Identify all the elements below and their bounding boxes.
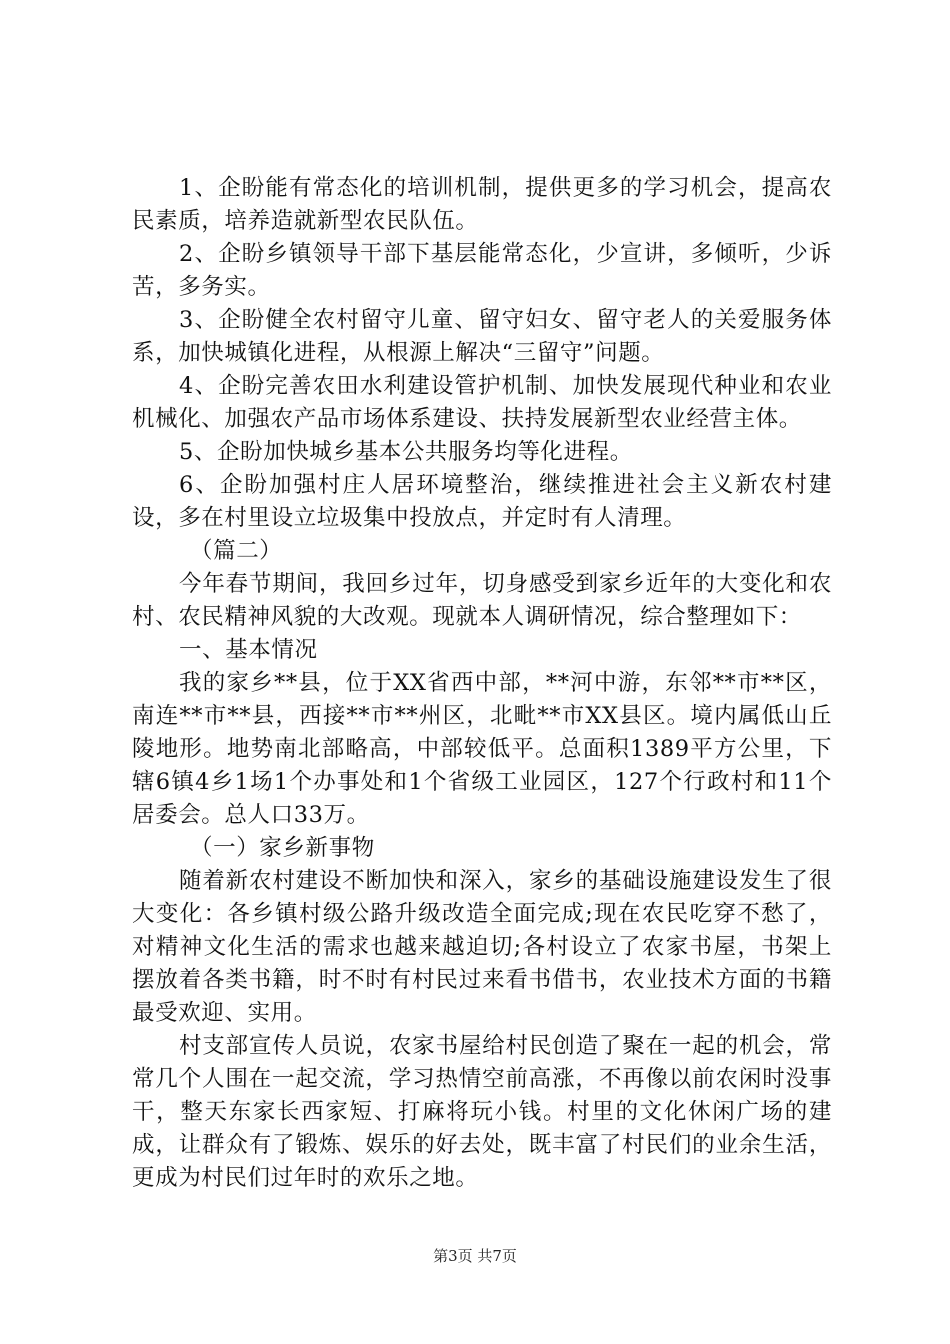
paragraph-item-4: 4、企盼完善农田水利建设管护机制、加快发展现代种业和农业机械化、加强农产品市场体系建设、扶持发展新型农业经营主体。	[132, 373, 832, 432]
paragraph-item-1: 1、企盼能有常态化的培训机制，提供更多的学习机会，提高农民素质，培养造就新型农民队伍。	[132, 175, 832, 234]
section-heading-part-two: （篇二）	[190, 538, 283, 564]
paragraph-item-6: 6、企盼加强村庄人居环境整治，继续推进社会主义新农村建设，多在村里设立垃圾集中投放点，并定时有人清理。	[132, 472, 832, 531]
paragraph-item-2: 2、企盼乡镇领导干部下基层能常态化，少宣讲，多倾听，少诉苦，多务实。	[132, 241, 832, 300]
subsection-heading-new-things: （一）家乡新事物	[190, 835, 375, 861]
paragraph-intro: 今年春节期间，我回乡过年，切身感受到家乡近年的大变化和农村、农民精神风貌的大改观。现就本人调研情况，综合整理如下：	[132, 571, 832, 630]
paragraph-new-rural: 随着新农村建设不断加快和深入，家乡的基础设施建设发生了很大变化：各乡镇村级公路升级改造全面完成;现在农民吃穿不愁了，对精神文化生活的需求也越来越迫切;各村设立了农家书屋，书架上摆放着各类书籍，时不时有村民过来看书借书，农业技术方面的书籍最受欢迎、实用。	[132, 868, 832, 1026]
section-heading-basic-situation: 一、基本情况	[179, 637, 318, 663]
paragraph-item-5: 5、企盼加快城乡基本公共服务均等化进程。	[179, 439, 633, 465]
document-body	[132, 172, 832, 1195]
paragraph-village-branch: 村支部宣传人员说，农家书屋给村民创造了聚在一起的机会，常常几个人围在一起交流，学习热情空前高涨，不再像以前农闲时没事干，整天东家长西家短、打麻将玩小钱。村里的文化休闲广场的建成，让群众有了锻炼、娱乐的好去处，既丰富了村民们的业余生活，更成为村民们过年时的欢乐之地。	[132, 1033, 832, 1191]
page-number-footer: 第3页 共7页	[433, 1247, 517, 1265]
paragraph-item-3: 3、企盼健全农村留守儿童、留守妇女、留守老人的关爱服务体系，加快城镇化进程，从根源上解决“三留守”问题。	[132, 307, 832, 366]
paragraph-hometown: 我的家乡**县，位于XX省西中部，**河中游，东邻**市**区，南连**市**县，西接**市**州区，北毗**市XX县区。境内属低山丘陵地形。地势南北部略高，中部较低平。总面积1389平方公里，下辖6镇4乡1场1个办事处和1个省级工业园区，127个行政村和11个居委会。总人口33万。	[132, 670, 832, 828]
